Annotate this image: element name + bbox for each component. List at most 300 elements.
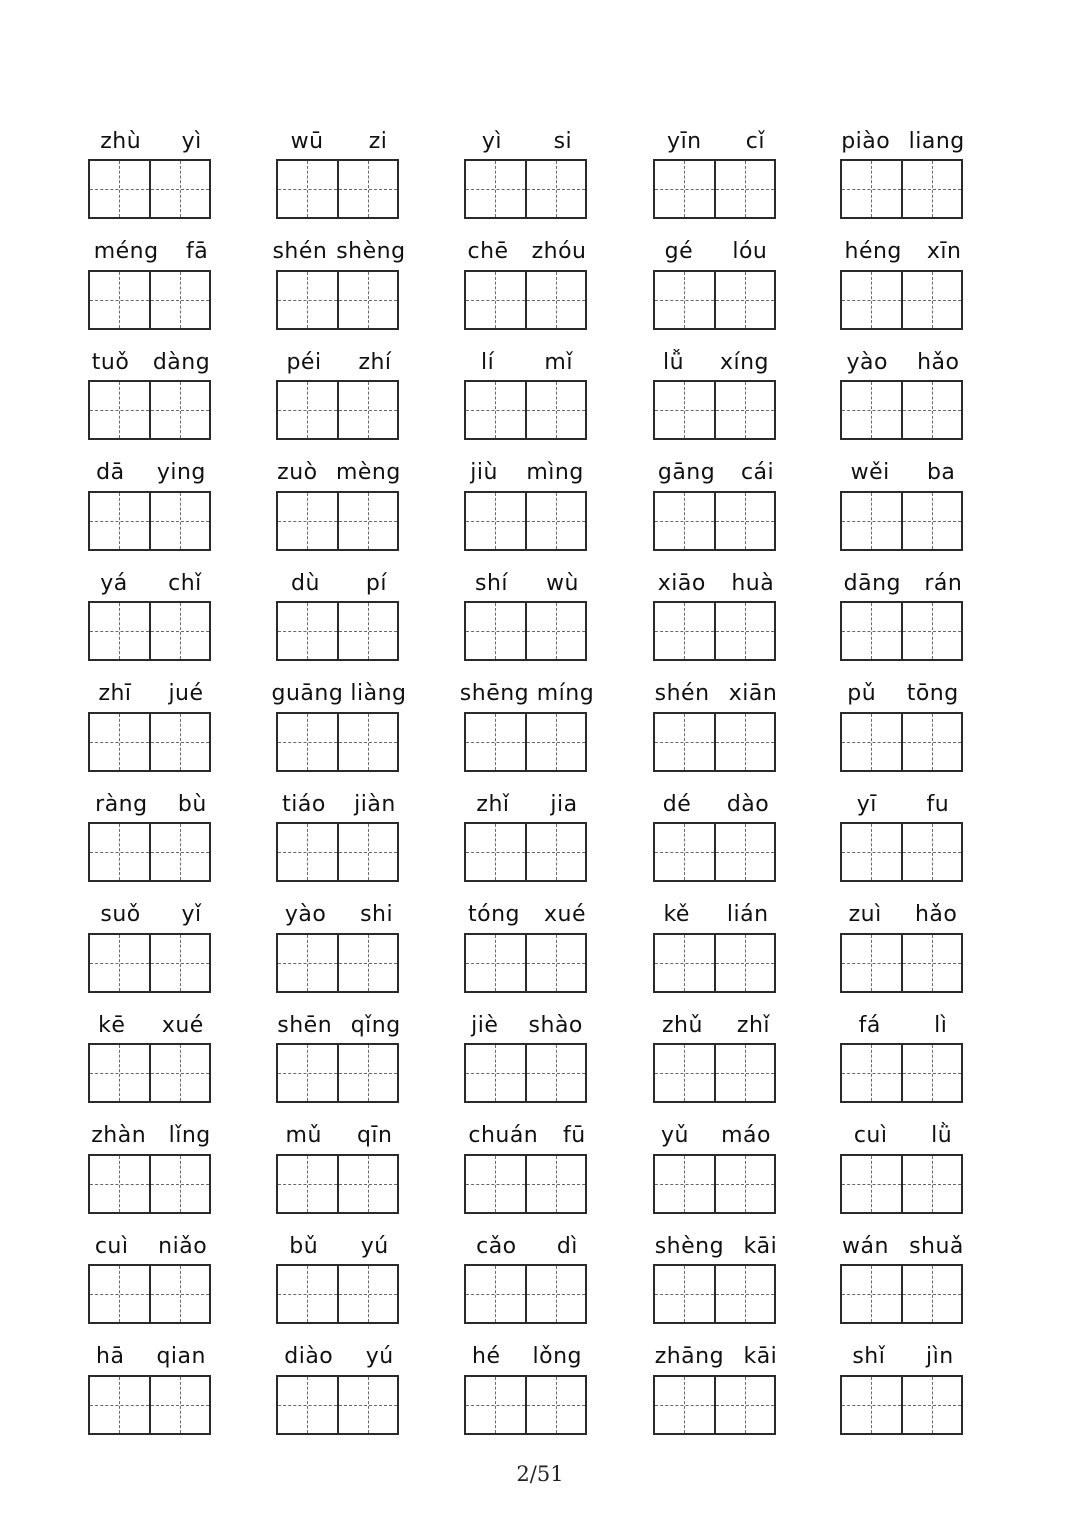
word-exercise (653, 566, 779, 666)
tianzige-square[interactable] (842, 382, 901, 438)
character-writing-box[interactable] (88, 491, 211, 551)
pinyin-syllable: zhóu (531, 239, 587, 264)
pinyin-syllable: xué (544, 902, 586, 927)
pinyin-label (268, 898, 410, 932)
tianzige-square[interactable] (466, 714, 525, 770)
exercise-row (88, 1008, 980, 1119)
pinyin-syllable: péi (286, 349, 322, 375)
tianzige-square[interactable] (466, 382, 525, 438)
word-exercise (88, 566, 214, 666)
tianzige-square[interactable] (901, 935, 962, 991)
character-writing-box[interactable] (464, 712, 587, 772)
tianzige-square[interactable] (842, 161, 901, 217)
word-exercise (88, 124, 214, 224)
tianzige-square[interactable] (149, 382, 210, 438)
character-writing-box[interactable] (88, 1264, 211, 1324)
pinyin-syllable: lǜ (931, 1123, 953, 1148)
word-exercise (276, 456, 402, 556)
tianzige-square[interactable] (901, 382, 962, 438)
tianzige-square[interactable] (901, 603, 962, 659)
character-writing-box[interactable] (840, 1043, 963, 1103)
tianzige-square[interactable] (90, 1156, 149, 1212)
tianzige-square[interactable] (714, 161, 775, 217)
tianzige-square[interactable] (901, 1266, 962, 1322)
tianzige-square[interactable] (337, 272, 398, 328)
pinyin-label (645, 1119, 787, 1153)
character-writing-box[interactable] (88, 712, 211, 772)
pinyin-syllable: máo (721, 1123, 771, 1148)
pinyin-syllable: mèng (335, 460, 401, 485)
tianzige-square[interactable] (337, 1045, 398, 1101)
tianzige-square[interactable] (714, 1266, 775, 1322)
pinyin-syllable: hǎo (917, 349, 960, 375)
word-exercise (464, 235, 590, 335)
character-writing-box[interactable] (653, 1154, 776, 1214)
tianzige-square[interactable] (466, 1266, 525, 1322)
pinyin-syllable: zuò (277, 460, 318, 485)
pinyin-label (832, 1229, 974, 1263)
pinyin-syllable: jiè (471, 1012, 499, 1038)
tianzige-square[interactable] (525, 493, 586, 549)
pinyin-syllable: lián (726, 902, 769, 927)
tianzige-square[interactable] (901, 272, 962, 328)
tianzige-square[interactable] (901, 493, 962, 549)
tianzige-square[interactable] (149, 603, 210, 659)
exercise-row (88, 787, 980, 898)
tianzige-square[interactable] (90, 493, 149, 549)
character-writing-box[interactable] (840, 822, 963, 882)
tianzige-square[interactable] (337, 824, 398, 880)
tianzige-square[interactable] (714, 493, 775, 549)
tianzige-square[interactable] (901, 1045, 962, 1101)
pinyin-syllable: tiáo (282, 791, 326, 817)
tianzige-square[interactable] (149, 714, 210, 770)
pinyin-syllable: dé (662, 791, 692, 817)
word-exercise (88, 1229, 214, 1329)
tianzige-square[interactable] (149, 1377, 210, 1433)
pinyin-label (268, 456, 410, 490)
pinyin-syllable: zhù (100, 128, 142, 154)
pinyin-syllable: qīn (356, 1123, 393, 1148)
word-exercise (464, 898, 590, 998)
pinyin-syllable: shèng (336, 239, 406, 264)
character-writing-box[interactable] (653, 380, 776, 440)
tianzige-square[interactable] (278, 824, 337, 880)
tianzige-square[interactable] (90, 161, 149, 217)
character-writing-box[interactable] (276, 712, 399, 772)
character-writing-box[interactable] (464, 1154, 587, 1214)
tianzige-square[interactable] (525, 1377, 586, 1433)
pinyin-syllable: bù (177, 791, 207, 817)
tianzige-square[interactable] (278, 935, 337, 991)
tianzige-square[interactable] (714, 272, 775, 328)
pinyin-syllable: kāi (743, 1344, 778, 1369)
pinyin-syllable: dāng (843, 570, 902, 596)
pinyin-label (80, 566, 222, 600)
tianzige-square[interactable] (901, 161, 962, 217)
character-writing-box[interactable] (88, 380, 211, 440)
tianzige-square[interactable] (714, 824, 775, 880)
character-writing-box[interactable] (464, 1264, 587, 1324)
character-writing-box[interactable] (653, 270, 776, 330)
pinyin-label (268, 1008, 410, 1042)
pinyin-syllable: pǔ (847, 681, 877, 706)
pinyin-syllable: mǔ (285, 1123, 322, 1148)
tianzige-square[interactable] (842, 714, 901, 770)
pinyin-label (645, 124, 787, 158)
pinyin-syllable: zhǔ (661, 1012, 703, 1038)
exercise-row (88, 124, 980, 235)
tianzige-square[interactable] (278, 603, 337, 659)
word-exercise (653, 124, 779, 224)
pinyin-label (80, 456, 222, 490)
pinyin-syllable: ba (926, 460, 956, 485)
character-writing-box[interactable] (464, 601, 587, 661)
pinyin-syllable: gāng (657, 460, 716, 485)
tianzige-square[interactable] (525, 272, 586, 328)
pinyin-syllable: dào (726, 791, 770, 817)
pinyin-label (456, 124, 598, 158)
character-writing-box[interactable] (276, 822, 399, 882)
tianzige-square[interactable] (714, 1156, 775, 1212)
pinyin-syllable: lì (934, 1012, 948, 1038)
character-writing-box[interactable] (840, 380, 963, 440)
character-writing-box[interactable] (276, 380, 399, 440)
tianzige-square[interactable] (278, 1377, 337, 1433)
pinyin-label (268, 124, 410, 158)
tianzige-square[interactable] (842, 1156, 901, 1212)
tianzige-square[interactable] (337, 1156, 398, 1212)
tianzige-square[interactable] (466, 161, 525, 217)
tianzige-square[interactable] (337, 603, 398, 659)
character-writing-box[interactable] (88, 1043, 211, 1103)
tianzige-square[interactable] (655, 935, 714, 991)
tianzige-square[interactable] (525, 1156, 586, 1212)
tianzige-square[interactable] (842, 824, 901, 880)
pinyin-label (268, 1340, 410, 1374)
tianzige-square[interactable] (655, 1045, 714, 1101)
character-writing-box[interactable] (653, 712, 776, 772)
tianzige-square[interactable] (525, 382, 586, 438)
pinyin-syllable: yǔ (661, 1123, 689, 1148)
tianzige-square[interactable] (655, 382, 714, 438)
character-writing-box[interactable] (653, 1375, 776, 1435)
pinyin-label (645, 1229, 787, 1263)
tianzige-square[interactable] (90, 935, 149, 991)
tianzige-square[interactable] (466, 272, 525, 328)
pinyin-syllable: lǚ (662, 349, 685, 375)
character-writing-box[interactable] (464, 159, 587, 219)
pinyin-syllable: cǎo (476, 1233, 517, 1259)
character-writing-box[interactable] (88, 822, 211, 882)
word-exercise (840, 787, 966, 887)
tianzige-square[interactable] (149, 493, 210, 549)
word-exercise (464, 787, 590, 887)
word-exercise (88, 898, 214, 998)
tianzige-square[interactable] (278, 1266, 337, 1322)
tianzige-square[interactable] (149, 161, 210, 217)
word-exercise (840, 1340, 966, 1440)
character-writing-box[interactable] (840, 1375, 963, 1435)
pinyin-syllable: kě (663, 902, 690, 927)
tianzige-square[interactable] (842, 272, 901, 328)
character-writing-box[interactable] (840, 712, 963, 772)
word-exercise (464, 1119, 590, 1219)
tianzige-square[interactable] (525, 824, 586, 880)
exercise-row (88, 456, 980, 567)
tianzige-square[interactable] (525, 161, 586, 217)
pinyin-label (645, 566, 787, 600)
character-writing-box[interactable] (840, 491, 963, 551)
character-writing-box[interactable] (276, 159, 399, 219)
pinyin-label (645, 1340, 787, 1374)
character-writing-box[interactable] (840, 159, 963, 219)
word-exercise (464, 456, 590, 556)
character-writing-box[interactable] (653, 1043, 776, 1103)
pinyin-syllable: chē (467, 239, 509, 264)
tianzige-square[interactable] (714, 1377, 775, 1433)
pinyin-label (832, 898, 974, 932)
word-exercise (840, 345, 966, 445)
word-exercise (276, 1340, 402, 1440)
tianzige-square[interactable] (337, 714, 398, 770)
tianzige-square[interactable] (842, 493, 901, 549)
word-exercise (88, 1008, 214, 1108)
tianzige-square[interactable] (337, 1377, 398, 1433)
character-writing-box[interactable] (276, 1043, 399, 1103)
tianzige-square[interactable] (466, 824, 525, 880)
character-writing-box[interactable] (653, 822, 776, 882)
pinyin-syllable: míng (536, 681, 595, 706)
character-writing-box[interactable] (840, 270, 963, 330)
tianzige-square[interactable] (466, 935, 525, 991)
character-writing-box[interactable] (276, 601, 399, 661)
pinyin-syllable: yá (100, 570, 128, 596)
tianzige-square[interactable] (149, 935, 210, 991)
character-writing-box[interactable] (276, 491, 399, 551)
tianzige-square[interactable] (90, 1266, 149, 1322)
tianzige-square[interactable] (525, 1045, 586, 1101)
pinyin-syllable: lí (481, 349, 495, 375)
tianzige-square[interactable] (90, 382, 149, 438)
pinyin-label (80, 235, 222, 269)
pinyin-label (832, 787, 974, 821)
pinyin-syllable: shào (528, 1012, 583, 1038)
tianzige-square[interactable] (149, 824, 210, 880)
pinyin-syllable: suǒ (100, 902, 141, 927)
pinyin-syllable: fá (858, 1012, 881, 1038)
tianzige-square[interactable] (655, 493, 714, 549)
word-exercise (840, 566, 966, 666)
word-exercise (464, 124, 590, 224)
word-exercise (276, 787, 402, 887)
pinyin-syllable: xué (161, 1012, 204, 1038)
tianzige-square[interactable] (90, 1377, 149, 1433)
pinyin-label (645, 898, 787, 932)
word-exercise (653, 1008, 779, 1108)
pinyin-label (645, 1008, 787, 1042)
tianzige-square[interactable] (842, 935, 901, 991)
tianzige-square[interactable] (337, 493, 398, 549)
character-writing-box[interactable] (464, 822, 587, 882)
tianzige-square[interactable] (901, 824, 962, 880)
tianzige-square[interactable] (466, 1156, 525, 1212)
tianzige-square[interactable] (714, 935, 775, 991)
tianzige-square[interactable] (842, 1045, 901, 1101)
character-writing-box[interactable] (88, 601, 211, 661)
character-writing-box[interactable] (840, 1154, 963, 1214)
tianzige-square[interactable] (90, 714, 149, 770)
pinyin-label (645, 235, 787, 269)
word-exercise (88, 1340, 214, 1440)
tianzige-square[interactable] (842, 1266, 901, 1322)
tianzige-square[interactable] (278, 1156, 337, 1212)
tianzige-square[interactable] (655, 1377, 714, 1433)
character-writing-box[interactable] (88, 159, 211, 219)
pinyin-label (832, 345, 974, 379)
tianzige-square[interactable] (466, 493, 525, 549)
character-writing-box[interactable] (464, 1043, 587, 1103)
tianzige-square[interactable] (149, 1266, 210, 1322)
character-writing-box[interactable] (653, 1264, 776, 1324)
pinyin-label (268, 345, 410, 379)
tianzige-square[interactable] (149, 1156, 210, 1212)
character-writing-box[interactable] (276, 1264, 399, 1324)
tianzige-square[interactable] (337, 1266, 398, 1322)
tianzige-square[interactable] (714, 382, 775, 438)
tianzige-square[interactable] (525, 935, 586, 991)
pinyin-label (80, 677, 222, 711)
tianzige-square[interactable] (466, 1377, 525, 1433)
character-writing-box[interactable] (653, 933, 776, 993)
tianzige-square[interactable] (466, 1045, 525, 1101)
pinyin-syllable: wū (290, 128, 324, 154)
tianzige-square[interactable] (842, 603, 901, 659)
pinyin-syllable: yào (846, 349, 888, 375)
character-writing-box[interactable] (653, 491, 776, 551)
character-writing-box[interactable] (88, 270, 211, 330)
tianzige-square[interactable] (655, 603, 714, 659)
tianzige-square[interactable] (337, 161, 398, 217)
tianzige-square[interactable] (901, 1156, 962, 1212)
tianzige-square[interactable] (90, 1045, 149, 1101)
tianzige-square[interactable] (714, 1045, 775, 1101)
character-writing-box[interactable] (653, 159, 776, 219)
tianzige-square[interactable] (714, 603, 775, 659)
tianzige-square[interactable] (278, 161, 337, 217)
tianzige-square[interactable] (337, 935, 398, 991)
pinyin-label (456, 1229, 598, 1263)
tianzige-square[interactable] (149, 272, 210, 328)
character-writing-box[interactable] (88, 1154, 211, 1214)
pinyin-label (456, 677, 598, 711)
tianzige-square[interactable] (655, 1266, 714, 1322)
character-writing-box[interactable] (88, 933, 211, 993)
character-writing-box[interactable] (276, 1154, 399, 1214)
pinyin-syllable: lǒng (532, 1344, 582, 1369)
pinyin-syllable: qian (156, 1344, 206, 1369)
pinyin-syllable: ràng (95, 791, 148, 817)
tianzige-square[interactable] (655, 1156, 714, 1212)
pinyin-syllable: gé (664, 239, 694, 264)
character-writing-box[interactable] (464, 491, 587, 551)
character-writing-box[interactable] (276, 933, 399, 993)
tianzige-square[interactable] (525, 714, 586, 770)
pinyin-label (80, 1119, 222, 1153)
tianzige-square[interactable] (278, 1045, 337, 1101)
character-writing-box[interactable] (840, 1264, 963, 1324)
pinyin-syllable: shuǎ (909, 1233, 964, 1259)
exercise-row (88, 235, 980, 346)
tianzige-square[interactable] (278, 493, 337, 549)
character-writing-box[interactable] (653, 601, 776, 661)
tianzige-square[interactable] (842, 1377, 901, 1433)
tianzige-square[interactable] (149, 1045, 210, 1101)
word-exercise (459, 677, 595, 777)
tianzige-square[interactable] (655, 824, 714, 880)
pinyin-syllable: hé (472, 1344, 501, 1369)
pinyin-label (832, 1119, 974, 1153)
pinyin-syllable: yú (365, 1344, 394, 1369)
tianzige-square[interactable] (714, 714, 775, 770)
character-writing-box[interactable] (276, 270, 399, 330)
tianzige-square[interactable] (90, 272, 149, 328)
pinyin-syllable: hā (96, 1344, 125, 1369)
character-writing-box[interactable] (464, 380, 587, 440)
word-exercise (653, 898, 779, 998)
character-writing-box[interactable] (464, 1375, 587, 1435)
pinyin-syllable: xíng (719, 349, 770, 375)
pinyin-syllable: cuì (94, 1233, 129, 1259)
tianzige-square[interactable] (90, 824, 149, 880)
pinyin-syllable: fā (186, 239, 209, 264)
tianzige-square[interactable] (655, 714, 714, 770)
pinyin-label (832, 1340, 974, 1374)
pinyin-label (456, 1340, 598, 1374)
tianzige-square[interactable] (466, 603, 525, 659)
tianzige-square[interactable] (90, 603, 149, 659)
tianzige-square[interactable] (278, 272, 337, 328)
character-writing-box[interactable] (464, 933, 587, 993)
pinyin-label (268, 1119, 410, 1153)
tianzige-square[interactable] (337, 382, 398, 438)
character-writing-box[interactable] (840, 933, 963, 993)
pinyin-syllable: bǔ (289, 1233, 319, 1259)
tianzige-square[interactable] (278, 382, 337, 438)
character-writing-box[interactable] (276, 1375, 399, 1435)
tianzige-square[interactable] (901, 1377, 962, 1433)
pinyin-syllable: qǐng (350, 1012, 401, 1038)
word-exercise (276, 345, 402, 445)
character-writing-box[interactable] (464, 270, 587, 330)
character-writing-box[interactable] (88, 1375, 211, 1435)
pinyin-syllable: yú (360, 1233, 389, 1259)
pinyin-syllable: fu (926, 791, 950, 817)
tianzige-square[interactable] (278, 714, 337, 770)
tianzige-square[interactable] (525, 1266, 586, 1322)
word-exercise (653, 1229, 779, 1329)
tianzige-square[interactable] (525, 603, 586, 659)
tianzige-square[interactable] (655, 161, 714, 217)
pinyin-syllable: chǐ (168, 570, 202, 596)
word-exercise (88, 235, 214, 335)
pinyin-syllable: kē (98, 1012, 126, 1038)
pinyin-label (832, 456, 974, 490)
tianzige-square[interactable] (901, 714, 962, 770)
character-writing-box[interactable] (840, 601, 963, 661)
tianzige-square[interactable] (655, 272, 714, 328)
pinyin-label (456, 345, 598, 379)
